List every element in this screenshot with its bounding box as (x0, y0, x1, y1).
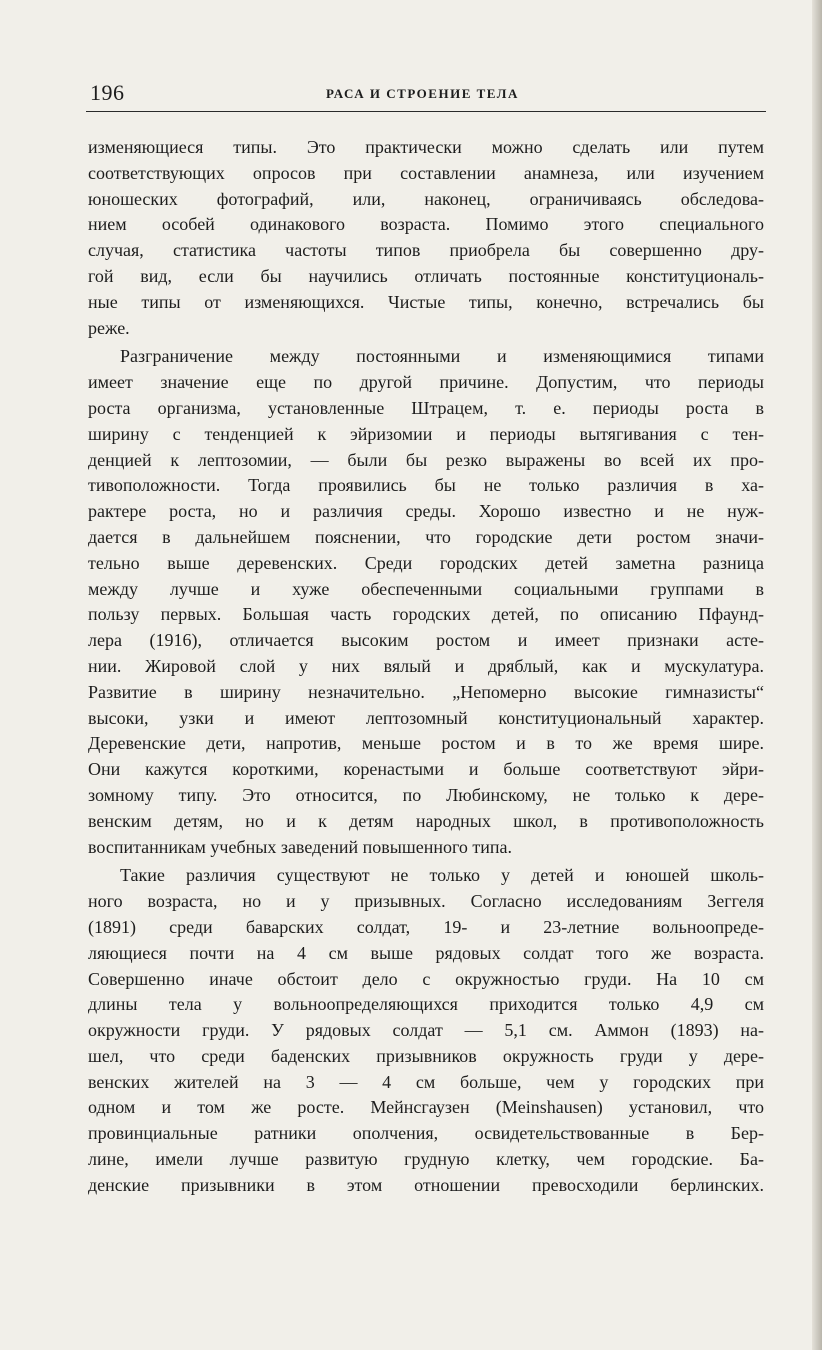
text-line: дается в дальнейшем пояснении, что городские дети ростом значи- (88, 526, 764, 547)
text-line: лера (1916), отличается высоким ростом и имеет признаки асте- (88, 630, 764, 651)
text-line: ляющиеся почти на 4 см выше рядовых солдат того же возраста. (88, 942, 764, 963)
text-line: зомному типу. Это относится, по Любинскому, не только к дере- (88, 784, 764, 805)
text-line: длины тела у вольноопределяющихся приходится только 4,9 см (88, 994, 764, 1015)
text-line: Деревенские дети, напротив, меньше ростом и в то же время шире. (88, 733, 764, 754)
text-line: шел, что среди баденских призывников окружность груди у дере- (88, 1045, 764, 1066)
text-line: высоки, узки и имеют лептозомный конституциональный характер. (88, 707, 764, 728)
text-line: между лучше и хуже обеспеченными социальными группами в (88, 578, 764, 599)
text-line: венских жителей на 3 — 4 см больше, чем у городских при (88, 1071, 764, 1092)
text-line: воспитанникам учебных заведений повышенного типа. (88, 836, 513, 857)
text-line: окружности груди. У рядовых солдат — 5,1 см. Аммон (1893) на- (88, 1020, 764, 1041)
text-line: ширину с тенденцией к эйризомии и периоды вытягивания с тен- (88, 423, 764, 444)
page-body (88, 135, 764, 1199)
text-line: денцией к лептозомии, — были бы резко выражены во всей их про- (88, 449, 764, 470)
text-line: нием особей одинакового возраста. Помимо этого специального (88, 214, 764, 235)
text-line: провинциальные ратники ополчения, освидетельствованные в Бер- (88, 1123, 764, 1144)
text-line: Разграничение между постоянными и изменяющимися типами (120, 346, 764, 367)
text-line: имеет значение еще по другой причине. Допустим, что периоды (88, 372, 764, 393)
text-line: Развитие в ширину незначительно. „Непомерно высокие гимназисты“ (88, 681, 764, 702)
text-line: денские призывники в этом отношении превосходили берлинских. (88, 1174, 764, 1195)
page-header (86, 80, 766, 112)
text-line: (1891) среди баварских солдат, 19- и 23-летние вольноопреде- (88, 916, 764, 937)
text-line: тельно выше деревенских. Среди городских детей заметна разница (88, 552, 764, 573)
text-line: пользу первых. Большая часть городских детей, по описанию Пфаунд- (88, 604, 764, 625)
paragraph-3 (88, 863, 764, 1198)
text-line: ного возраста, но и у призывных. Согласно исследованиям Зеггеля (88, 891, 764, 912)
text-line: случая, статистика частоты типов приобрела бы совершенно дру- (88, 240, 764, 261)
text-line: изменяющиеся типы. Это практически можно сделать или путем (88, 137, 764, 157)
text-line: Такие различия существуют не только у детей и юношей школь- (120, 865, 764, 886)
text-line: ные типы от изменяющихся. Чистые типы, конечно, встречались бы (88, 291, 764, 312)
text-line: реже. (88, 317, 130, 338)
text-line: Они кажутся короткими, коренастыми и больше соответствуют эйри- (88, 759, 764, 780)
text-line: рактере роста, но и различия среды. Хорошо известно и не нуж- (88, 501, 764, 522)
text-line: гой вид, если бы научились отличать постоянные конституциональ- (88, 265, 764, 286)
text-line: венским детям, но и к детям народных школ, в противоположность (88, 810, 764, 831)
text-line: лине, имели лучше развитую грудную клетку, чем городские. Ба- (88, 1149, 764, 1170)
page-number: 196 (90, 80, 125, 105)
text-line: нии. Жировой слой у них вялый и дряблый, как и мускулатура. (88, 655, 764, 676)
page-edge (812, 0, 822, 1350)
header-rule (86, 111, 766, 112)
text-line: юношеских фотографий, или, наконец, ограничиваясь обследова- (88, 188, 764, 209)
text-line: одном и том же росте. Мейнсгаузен (Meinshausen) установил, что (88, 1097, 764, 1118)
paragraph-2 (88, 344, 764, 860)
text-line: соответствующих опросов при составлении анамнеза, или изучением (88, 162, 764, 183)
text-line: тивоположности. Тогда проявились бы не только различия в ха- (88, 475, 764, 496)
running-title: РАСА И СТРОЕНИЕ ТЕЛА (326, 86, 519, 101)
text-line: Совершенно иначе обстоит дело с окружностью груди. На 10 см (88, 968, 764, 989)
text-line: роста организма, установленные Штрацем, т. е. периоды роста в (88, 397, 764, 418)
paragraph-1 (88, 135, 764, 341)
